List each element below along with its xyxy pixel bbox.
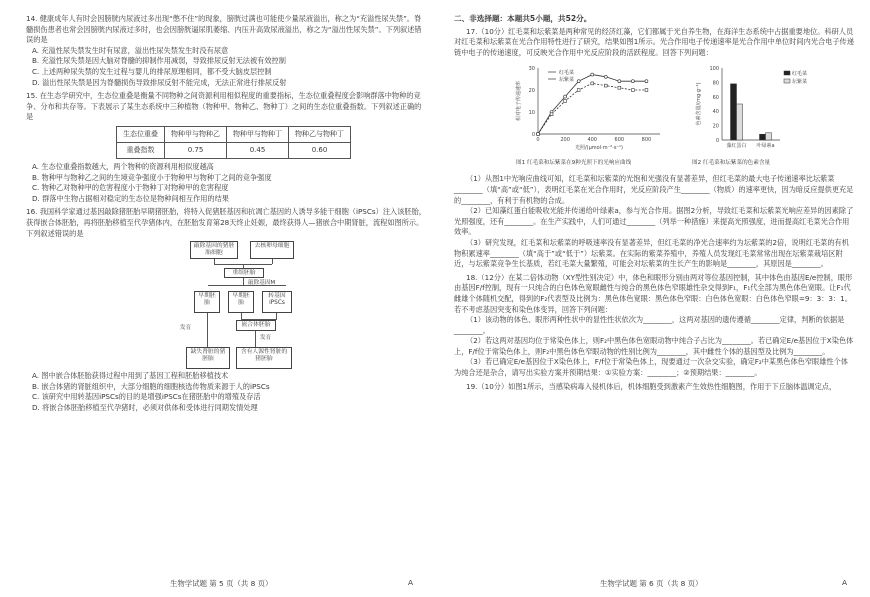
question-17-intro: 17.（10分）红毛菜和坛紫菜是两种常见的经济红藻，它们都属于光自养生物，在海洋生态系统中占据重要地位。科研人员对红毛菜和坛紫菜在光合作用特性进行了研究，结果如图1所示。光合作用电子传递速率是光合作用中单位时间内光合电子传递链中电子的传递速度，可反映光合作用中光反应阶段的活跃程度。回答下列问题： <box>454 26 854 57</box>
table-header: 物种甲与物种丁 <box>227 126 289 142</box>
y-tick-label: 100 <box>709 66 719 73</box>
data-point <box>591 73 594 76</box>
question-18-part-3: （3）若已确定E/e基因位于X染色体上，F/f位于常染色体上，现要通过一次杂交实验，确定F₂中某黑色体色窄眼雄性个体为纯合还是杂合，请写出实验方案并预期结果：①实验方案：________；②预期结果：________。 <box>454 357 848 378</box>
flow-connector <box>208 285 286 286</box>
x-tick-label: 200 <box>560 137 570 144</box>
chimera-flowchart <box>150 241 330 371</box>
question-15-option-d: D. 群落中生物占据相对稳定的生态位是物种间相互作用的结果 <box>32 193 229 203</box>
flow-connector <box>243 278 244 285</box>
y-tick-label: 40 <box>712 109 719 116</box>
data-point <box>577 80 580 83</box>
question-17-part-3: （3）研究发现，红毛菜和坛紫菜的呼吸速率没有显著差异，但红毛菜的净光合速率约为坛紫菜的2倍，说明红毛菜的有机物积累速率________（填“高于”或“低于”）坛紫菜。在实际的紫菜养殖中，养殖人员发现红毛菜常常出现在坛紫菜栽培区附近，与坛紫菜竞争生长基质，若红毛菜大量繁殖，可能会对坛紫菜的生长产生的影响是________，其原因是________。 <box>454 237 849 269</box>
legend-swatch <box>784 71 790 75</box>
data-point <box>618 80 621 83</box>
question-14-stem: 14. 健康成年人有时会因膀胱内尿液过多出现“憋不住”的现象，膀胱过满也可能使少量尿液溢出，称之为“充溢性尿失禁”。脊髓损伤患者也常会因膀胱内尿液过多时，也会因膀胱逼尿肌萎缩、内压升高致尿液溢出，称之为“溢出性尿失禁”。下列叙述错误的是 <box>26 14 422 45</box>
x-axis-label: 光照/(μmol·m⁻²·s⁻¹) <box>574 145 624 152</box>
question-16 <box>26 207 428 413</box>
light-response-chart <box>512 60 672 156</box>
question-17-part-1: （1）从图1中光响应曲线可知，红毛菜和坛紫菜的光饱和光强没有显著差异，但红毛菜的最大电子传递速率比坛紫菜________（填“高”或“低”），表明红毛菜在光合作用时，光反应阶段产生________（物质）的速率更快，因为暗反应提供更充足的________，有利于有机物的合成。 <box>454 174 854 205</box>
flow-box-kidney-deficient-embryo: 缺失肾脏的猪胚胎 <box>186 347 230 369</box>
flow-connector <box>272 259 273 264</box>
data-point <box>604 85 607 88</box>
question-16-option-b: B. 嵌合体猪的肾脏组织中，大部分细胞的细胞核选传物质来源于人的iPSCs <box>32 381 270 391</box>
question-18 <box>454 273 854 379</box>
y-tick-label: 60 <box>712 95 719 102</box>
data-point <box>645 89 648 92</box>
legend-swatch <box>784 79 790 83</box>
flow-box-transgenic-ipscs: 转基因iPSCs <box>262 291 292 313</box>
question-17 <box>454 27 854 270</box>
left-footer-letter: A <box>408 578 414 587</box>
question-16-stem: 16. 我国科学家通过基因敲除猪胚胎早期猪胚胎，将特入促猪胚基因和抗凋亡基因的人诱导多能干细胞（iPSCs）注入该胚胎，获得嵌合体胚胎，再将胚胎移植至代孕猪体内，在胚胎发育第28天终止妊娠，最终获得人—猪嵌合中期肾脏，流程如图所示。下列叙述错误的是 <box>26 207 426 238</box>
bar <box>760 135 766 141</box>
x-tick-label: 叶绿素a <box>756 143 775 150</box>
bar <box>731 84 737 140</box>
flow-box-enucleated-oocyte: 去核卵母细胞 <box>250 241 294 259</box>
flow-label-develop-1: 发育 <box>180 325 192 332</box>
data-point <box>604 76 607 79</box>
table-header: 物种乙与物种丁 <box>289 126 351 142</box>
left-column <box>26 14 428 416</box>
legend-label: 坛紫菜 <box>792 79 808 86</box>
data-point <box>618 87 621 90</box>
question-16-option-c: C. 该研究中用转基因iPSCs的目的是增强iPSCs在猪胚胎中的增殖及存活 <box>32 392 261 402</box>
data-point <box>537 133 540 136</box>
flow-box-reconstructed-embryo: 重组胚胎 <box>224 268 264 278</box>
table-cell: 0.60 <box>289 142 351 158</box>
question-15-option-a: A. 生态位重叠指数越大，两个物种的资源利用相似度越高 <box>32 161 214 171</box>
flow-box-knockout-cells: 敲除基因的猪胚胎细胞 <box>190 241 238 259</box>
data-point <box>577 89 580 92</box>
data-point <box>564 100 567 103</box>
data-point <box>631 80 634 83</box>
niche-overlap-table <box>116 126 351 159</box>
question-16-option-a: A. 图中嵌合体胚胎获得过程中用到了基因工程和胚胎移植技术 <box>32 371 229 381</box>
y-tick-label: 80 <box>712 80 719 87</box>
flow-box-early-embryo-2: 早期胚胎 <box>228 291 254 313</box>
flow-connector <box>207 313 208 347</box>
right-footer-letter: A <box>842 578 848 587</box>
bar <box>766 133 772 140</box>
legend-label: 红毛菜 <box>559 70 575 77</box>
question-14-option-b: B. 充溢性尿失禁是因大脑对脊髓的抑制作用减弱，导致排尿反射无法被有效控制 <box>32 56 286 66</box>
flow-box-chimera-embryo: 嵌合体胚胎 <box>236 320 276 331</box>
data-point <box>645 80 648 83</box>
fig1-caption: 图1 红毛菜和坛紫菜在9种光照下的光响应曲线 <box>516 160 632 167</box>
right-footer: 生物学试题 第 6 页（共 8 页） <box>600 579 703 588</box>
question-14-option-d: D. 溢出性尿失禁是因为脊髓损伤导致排尿反射不能完成，无法正常进行排尿反射 <box>32 77 287 87</box>
flow-connector <box>255 331 256 347</box>
flow-label-develop-2: 发育 <box>260 335 272 342</box>
question-14 <box>26 14 428 88</box>
y-tick-label: 0 <box>715 138 719 145</box>
question-15-option-c: C. 物种乙对物种甲的危害程度小于物种丁对物种甲的危害程度 <box>32 183 229 193</box>
flow-label-knockout-m: 敲除基因M <box>248 280 276 287</box>
x-tick-label: 800 <box>641 137 652 144</box>
question-15-stem: 15. 在生态学研究中，生态位重叠是衡量不同物种之间资源利用相似程度的重要指标，生态位重叠程度会影响群落中物种的竞争、分布和共存等。下表展示了某生态系统中三种植物（物种甲、物种乙、物种丁）之间的生态位重叠指数。下列叙述正确的是 <box>26 91 422 122</box>
section-heading: 二、非选择题：本题共5小题，共52分。 <box>454 14 592 23</box>
flow-box-early-embryo-1: 早期胚胎 <box>194 291 220 313</box>
table-cell: 0.45 <box>227 142 289 158</box>
table-cell: 0.75 <box>165 142 227 158</box>
table-header: 物种甲与物种乙 <box>165 126 227 142</box>
y-tick-label: 10 <box>528 110 535 117</box>
data-point <box>591 82 594 85</box>
question-18-intro: 18.（12分）在某二倍体动物（XY型性别决定）中，体色和眼形分别由两对等位基因控制，其中体色由基因E/e控制，眼形由基因F/f控制，现有一只纯合的白色体色宽眼雌性与纯合的黑色体色窄眼雄性杂交得到F₁，F₁代全部为黑色体色宽眼。让F₁代雌雄个体随机交配，得到的F₂代表型及比例为：黑色体色宽眼：黑色体色窄眼：白色体色宽眼：白色体色窄眼=9：3：3：1。若不考虑基因突变和染色体变异，回答下列问题： <box>454 272 853 314</box>
data-point <box>550 113 553 116</box>
y-axis-label: 色素含量/(mg·g⁻¹) <box>696 82 702 126</box>
y-tick-label: 0 <box>531 132 535 139</box>
y-tick-label: 20 <box>528 88 535 95</box>
left-footer: 生物学试题 第 5 页（共 8 页） <box>170 579 273 588</box>
question-14-option-a: A. 充溢性尿失禁发生时有尿意，溢出性尿失禁发生时没有尿意 <box>32 45 229 55</box>
table-cell: 重叠指数 <box>117 142 165 158</box>
legend-label: 红毛菜 <box>792 71 808 78</box>
y-tick-label: 30 <box>528 66 535 73</box>
fig2-caption: 图2 红毛菜和坛紫菜的色素含量 <box>692 160 771 167</box>
question-19 <box>454 382 854 393</box>
data-point <box>564 95 567 98</box>
x-tick-label: 藻红蛋白 <box>726 143 747 150</box>
data-point <box>631 89 634 92</box>
table-header: 生态位重叠 <box>117 126 165 142</box>
x-tick-label: 600 <box>614 137 625 144</box>
right-column <box>454 14 854 395</box>
question-19-intro: 19.（10分）如图1所示，当感染病毒入侵机体后，机体细胞受到激素产生效热性细胞图，作用于下丘脑体温调定点， <box>466 381 837 391</box>
question-15-option-b: B. 物种甲与物种乙之间的生境竞争强度小于物种甲与物种丁之间的竞争强度 <box>32 172 272 182</box>
pigment-content-chart <box>692 60 832 156</box>
y-tick-label: 20 <box>712 123 719 130</box>
question-18-part-2: （2）若这两对基因均位于常染色体上，则F₂中黑色体色宽眼动物中纯合子占比为________。若已确定E/e基因位于X染色体上，F/f位于常染色体上，则F₂中黑色体色窄眼动物的性别比例为________，其中雌性个体的基因型及比例为________。 <box>454 336 854 356</box>
question-16-option-d: D. 将嵌合体胚胎移植至代孕猪时，必须对供体和受体进行同期发情处理 <box>32 402 258 412</box>
question-18-part-1: （1）该动物的体色、眼形两种性状中的显性性状依次为________，这两对基因的遗传遵循________定律，判断的依据是________。 <box>454 315 845 335</box>
legend-label: 坛紫菜 <box>559 77 575 84</box>
question-17-part-2: （2）已知藻红蛋白能吸收光能并传递给叶绿素a，参与光合作用。据图2分析，导致红毛菜和坛紫菜光响应差异的因素除了光照强度，还有________。在生产实践中，人们可通过________（列举一种措施）来提高光照强度，进而提高红毛菜光合作用效率。 <box>454 206 854 237</box>
question-14-option-c: C. 上述两种尿失禁的发生过程与婴儿的排尿原理相同，都不受大脑皮层控制 <box>32 66 272 76</box>
bar <box>737 104 743 140</box>
question-17-figures <box>512 60 854 172</box>
x-tick-label: 0 <box>536 137 540 144</box>
x-tick-label: 400 <box>587 137 597 144</box>
flow-box-humanized-kidney-embryo: 含有人源性肾脏的猪胚胎 <box>236 347 292 369</box>
y-axis-label: 相对电子传递速率 <box>516 81 522 122</box>
question-15 <box>26 91 428 204</box>
